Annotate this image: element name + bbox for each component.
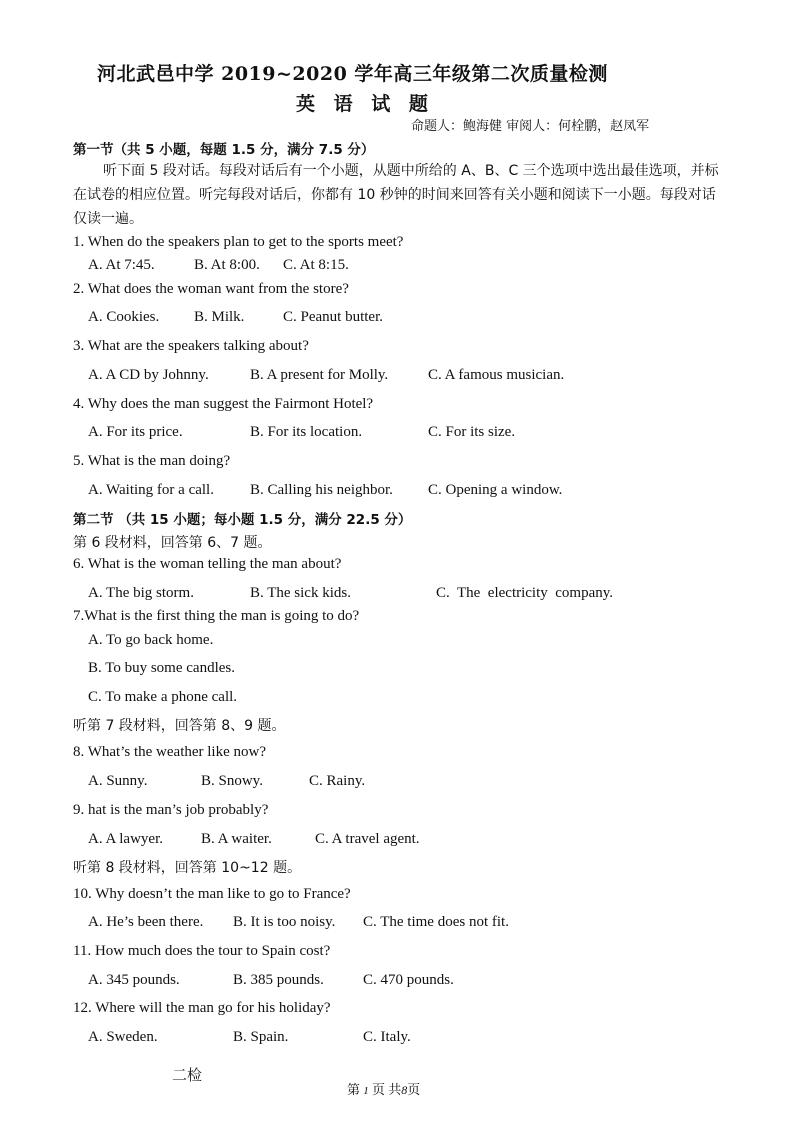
question-stem: 1. When do the speakers plan to get to the sports meet?: [73, 234, 404, 250]
option-c: C. Opening a window.: [428, 482, 563, 498]
option-a: A. 345 pounds.: [88, 972, 180, 988]
question-stem: 4. Why does the man suggest the Fairmont Hotel?: [73, 396, 374, 412]
option-c: C. The time does not fit.: [363, 914, 509, 930]
option-b: B. To buy some candles.: [88, 660, 235, 676]
question-stem: 12. Where will the man go for his holiday?: [73, 1000, 331, 1016]
option-c: C. A famous musician.: [428, 367, 565, 383]
option-c: C. Peanut butter.: [283, 309, 383, 325]
option-b: B. 385 pounds.: [233, 972, 324, 988]
option-a: A. He’s been there.: [88, 914, 204, 930]
exam-title: 河北武邑中学 2019~2020 学年高三年级第二次质量检测: [97, 63, 608, 85]
exam-authors: 命题人：鲍海健 审阅人：何栓鹏，赵凤军: [411, 119, 650, 134]
option-a: A. Sunny.: [88, 773, 148, 789]
page-footer: [347, 1079, 420, 1098]
material-note: 第 6 段材料，回答第 6、7 题。: [73, 535, 272, 551]
option-b: B. Calling his neighbor.: [250, 482, 393, 498]
option-b: B. A waiter.: [201, 831, 272, 847]
option-b: B. It is too noisy.: [233, 914, 336, 930]
option-b: B. Spain.: [233, 1029, 289, 1045]
option-b: B. A present for Molly.: [250, 367, 389, 383]
page-mid: 页 共: [372, 1082, 402, 1097]
option-c: C. A travel agent.: [315, 831, 420, 847]
question-stem: 9. hat is the man’s job probably?: [73, 802, 269, 818]
option-b: B. The sick kids.: [250, 585, 351, 601]
option-c: C. To make a phone call.: [88, 689, 238, 705]
option-a: A. Cookies.: [88, 309, 160, 325]
question-stem: 10. Why doesn’t the man like to go to France?: [73, 886, 351, 902]
option-c: C. Italy.: [363, 1029, 411, 1045]
option-a: A. Sweden.: [88, 1029, 158, 1045]
section1-instructions: 听下面 5 段对话。每段对话后有一个小题，从题中所给的 A、B、C 三个选项中选出最佳选项，并标在试卷的相应位置。听完每段对话后，你都有 10 秒钟的时间来回答有关小题和阅读下一小题。每段对话仅读一遍。: [73, 163, 719, 227]
material-note: 听第 7 段材料，回答第 8、9 题。: [73, 718, 286, 734]
option-b: B. Snowy.: [201, 773, 263, 789]
option-c: C. At 8:15.: [283, 257, 349, 273]
section2-heading: 第二节 （共 15 小题；每小题 1.5 分，满分 22.5 分）: [73, 512, 412, 528]
option-c: C. Rainy.: [309, 773, 366, 789]
exam-subtitle: 英 语 试 题: [296, 93, 434, 115]
question-stem: 7.What is the first thing the man is going to do?: [73, 608, 360, 624]
option-a: A. A CD by Johnny.: [88, 367, 209, 383]
material-note: 听第 8 段材料，回答第 10~12 题。: [73, 860, 302, 876]
option-b: B. At 8:00.: [194, 257, 260, 273]
page-end: 页: [407, 1082, 421, 1097]
option-a: A. The big storm.: [88, 585, 194, 601]
question-stem: 8. What’s the weather like now?: [73, 744, 266, 760]
page-label: 第: [347, 1082, 361, 1097]
page-number: 1: [363, 1085, 369, 1097]
exam-mark: 二检: [172, 1066, 203, 1084]
option-a: A. To go back home.: [88, 632, 214, 648]
section1-heading: 第一节（共 5 小题，每题 1.5 分，满分 7.5 分）: [73, 142, 375, 158]
question-stem: 6. What is the woman telling the man about?: [73, 556, 342, 572]
option-a: A. Waiting for a call.: [88, 482, 214, 498]
option-c: C. 470 pounds.: [363, 972, 454, 988]
page-total: 8: [401, 1083, 408, 1097]
option-a: A. A lawyer.: [88, 831, 163, 847]
option-a: A. For its price.: [88, 424, 183, 440]
question-stem: 5. What is the man doing?: [73, 453, 231, 469]
option-c: C. The electricity company.: [436, 585, 614, 601]
question-stem: 3. What are the speakers talking about?: [73, 338, 309, 354]
option-c: C. For its size.: [428, 424, 516, 440]
option-b: B. For its location.: [250, 424, 363, 440]
question-stem: 11. How much does the tour to Spain cost?: [73, 943, 331, 959]
option-a: A. At 7:45.: [88, 257, 155, 273]
question-stem: 2. What does the woman want from the store?: [73, 281, 349, 297]
option-b: B. Milk.: [194, 309, 245, 325]
